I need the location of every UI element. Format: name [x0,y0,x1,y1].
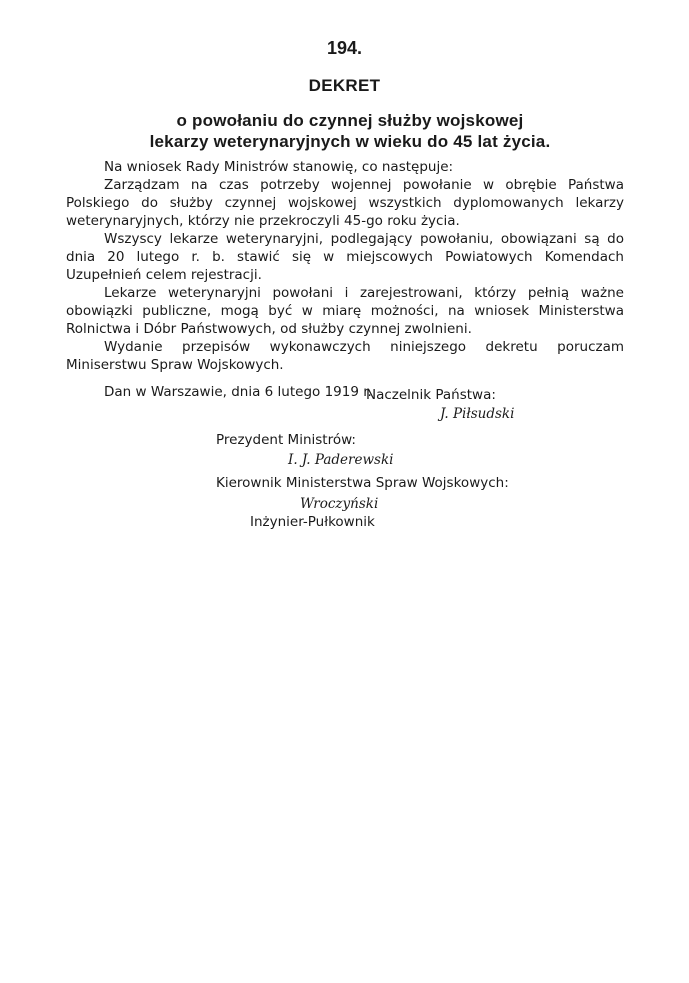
document-subtitle [70,110,630,152]
paragraph-4: Wydanie przepisów wykonawczych niniejszego dekretu poruczam Miniserstwu Spraw Wojskowych. [66,339,624,373]
paragraph-2: Wszyscy lekarze weterynaryjni, podlegający powołaniu, obowiązani są do dnia 20 lutego r. b. stawić się w miejscowych Powiatowych Komendach Uzupełnień celem rejestracji. [66,231,624,283]
decree-body [66,158,624,401]
head-of-state-signature: J. Piłsudski [440,406,515,422]
subtitle-line-1: o powołaniu do czynnej służby wojskowej [176,111,524,130]
head-of-state-title: Naczelnik Państwa: [366,387,496,403]
military-minister-title: Kierownik Ministerstwa Spraw Wojskowych: [216,475,509,491]
military-minister-rank: Inżynier-Pułkownik [250,514,375,530]
paragraph-3: Lekarze weterynaryjni powołani i zarejestrowani, którzy pełnią ważne obowiązki publiczne, mogą być w miarę możności, na wniosek Ministerstwa Rolnictwa i Dóbr Państwowych, od służby czynnej zwolnieni. [66,285,624,337]
document-number: 194. [326,38,363,58]
prime-minister-signature: I. J. Paderewski [288,452,394,468]
subtitle-line-2: lekarzy weterynaryjnych w wieku do 45 lat życia. [149,132,551,151]
document-heading: DEKRET [308,76,381,95]
military-minister-signature: Wroczyński [300,496,379,512]
prime-minister-title: Prezydent Ministrów: [216,432,356,448]
date-line: Dan w Warszawie, dnia 6 lutego 1919 r. [104,384,372,400]
paragraph-1: Zarządzam na czas potrzeby wojennej powołanie w obrębie Państwa Polskiego do służby czynnej wojskowej wszystkich dyplomowanych lekarzy weterynaryjnych, którzy nie przekroczyli 45-go roku życia. [66,177,624,229]
paragraph-intro: Na wniosek Rady Ministrów stanowię, co następuje: [104,159,454,175]
